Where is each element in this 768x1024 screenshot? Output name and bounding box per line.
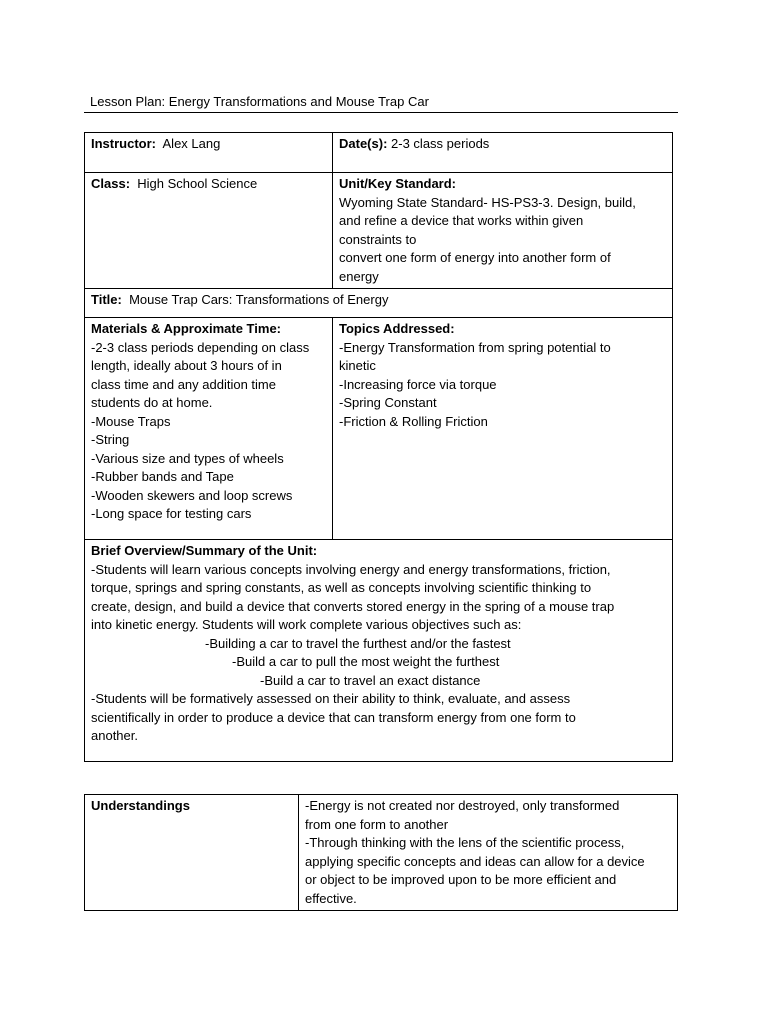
overview-cell <box>85 540 673 762</box>
understandings-line: or object to be improved upon to be more efficient and <box>305 872 617 887</box>
lesson-title-label: Title: <box>91 292 122 307</box>
understandings-label-cell <box>85 795 299 911</box>
materials-label: Materials & Approximate Time: <box>91 321 281 336</box>
dates-value: 2-3 class periods <box>391 136 490 151</box>
overview-line: -Students will be formatively assessed on their ability to think, evaluate, and assess <box>91 691 571 706</box>
unit-standard-line: convert one form of energy into another form of <box>339 250 611 265</box>
materials-line: -String <box>91 432 130 447</box>
understandings-line: from one form to another <box>305 816 449 832</box>
unit-standard-line: energy <box>339 268 379 284</box>
unit-standard-cell <box>333 173 673 289</box>
lesson-title-value: Mouse Trap Cars: Transformations of Energy <box>129 292 389 307</box>
objective-item: -Building a car to travel the furthest and/or the fastest <box>205 635 511 651</box>
topics-cell <box>333 318 673 540</box>
dates-cell <box>333 133 673 173</box>
lesson-title-cell <box>85 289 673 318</box>
topics-line: -Energy Transformation from spring potential to <box>339 339 611 355</box>
understandings-table <box>84 794 678 911</box>
materials-line: length, ideally about 3 hours of in <box>91 358 282 373</box>
instructor-value: Alex Lang <box>162 136 221 151</box>
unit-standard-line: Wyoming State Standard- HS-PS3-3. Design, build, <box>339 194 636 210</box>
materials-cell <box>85 318 333 540</box>
class-value: High School Science <box>137 176 258 191</box>
understandings-line: effective. <box>305 890 357 906</box>
unit-standard-line: and refine a device that works within given <box>339 213 584 228</box>
unit-standard-label: Unit/Key Standard: <box>339 176 457 191</box>
overview-line: another. <box>91 728 138 743</box>
materials-line: -2-3 class periods depending on class <box>91 339 310 355</box>
instructor-label: Instructor: <box>91 136 156 151</box>
overview-line: -Students will learn various concepts involving energy and energy transformations, friction, <box>91 561 611 577</box>
objective-item: -Build a car to travel an exact distance <box>260 672 481 688</box>
page-title: Lesson Plan: Energy Transformations and Mouse Trap Car <box>90 94 429 109</box>
class-cell <box>85 173 333 289</box>
materials-line: -Various size and types of wheels <box>91 450 284 466</box>
overview-line: torque, springs and spring constants, as well as concepts involving scientific thinking to <box>91 580 592 595</box>
dates-label: Date(s): <box>339 136 388 151</box>
understandings-line: -Energy is not created nor destroyed, only transformed <box>305 798 620 813</box>
materials-line: class time and any addition time <box>91 376 276 392</box>
understandings-line: -Through thinking with the lens of the scientific process, <box>305 835 625 850</box>
lesson-plan-table <box>84 132 673 762</box>
overview-line: into kinetic energy. Students will work complete various objectives such as: <box>91 617 522 632</box>
topics-line: kinetic <box>339 358 376 373</box>
understandings-label: Understandings <box>91 798 190 813</box>
objective-item: -Build a car to pull the most weight the furthest <box>232 654 500 669</box>
topics-label: Topics Addressed: <box>339 321 455 336</box>
topics-line: -Friction & Rolling Friction <box>339 413 488 429</box>
materials-line: -Mouse Traps <box>91 413 171 429</box>
class-label: Class: <box>91 176 131 191</box>
title-underline <box>84 112 678 113</box>
materials-line: -Rubber bands and Tape <box>91 469 234 484</box>
understandings-content-cell <box>299 795 678 911</box>
materials-line: -Long space for testing cars <box>91 506 252 521</box>
overview-label: Brief Overview/Summary of the Unit: <box>91 543 318 558</box>
materials-line: -Wooden skewers and loop screws <box>91 487 293 503</box>
topics-line: -Increasing force via torque <box>339 376 497 392</box>
materials-line: students do at home. <box>91 395 213 410</box>
understandings-line: applying specific concepts and ideas can allow for a device <box>305 853 645 869</box>
overview-line: create, design, and build a device that converts stored energy in the spring of a mouse trap <box>91 598 615 614</box>
overview-line: scientifically in order to produce a device that can transform energy from one form to <box>91 709 576 725</box>
topics-line: -Spring Constant <box>339 395 437 410</box>
instructor-cell <box>85 133 333 173</box>
unit-standard-line: constraints to <box>339 231 417 247</box>
